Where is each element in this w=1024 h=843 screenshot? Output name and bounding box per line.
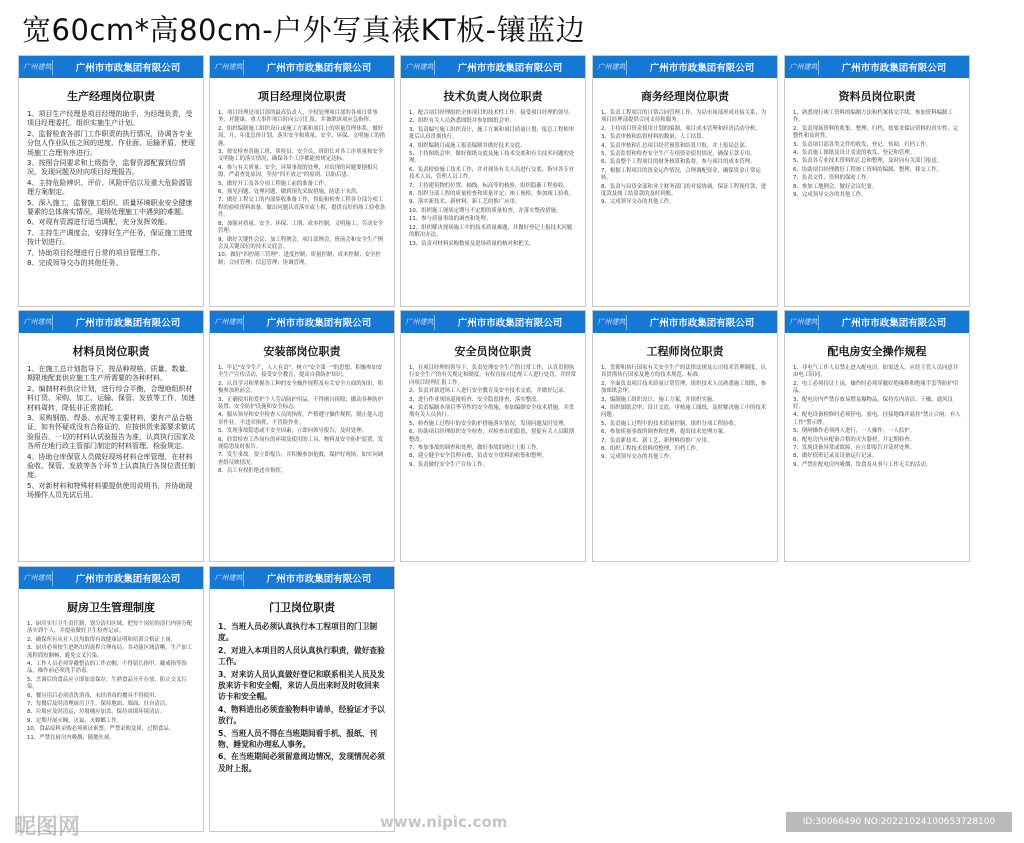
list-item: 12、组织解决现场施工中的技术质量难题，并做好登记上报技术问题的解决办法。 — [409, 224, 573, 239]
list-item: 7、参加事故的调查和处理，做好事故的统计上报工作。 — [409, 445, 542, 452]
company-name: 广州市市政集团有限公司 — [266, 318, 372, 329]
list-item: 3、厨房必须按生进熟出的流程合理布局，各功能区域清晰，生产加工流程简短顺畅，避免交叉污染。 — [27, 645, 193, 659]
list-item: 6、配电房内应配备合格的灭火器材，并定期检查。 — [793, 436, 916, 443]
list-item: 2、认真学习和掌握各工种的安全操作规程及有关安全方面的知识，积极参加班前会。 — [218, 380, 384, 395]
list-item: 5、倒闸操作必须两人进行，一人操作，一人监护。 — [793, 428, 916, 435]
list-item: 7、每餐后及时清理厨房卫生，保持地面、墙面、灶台清洁。 — [27, 701, 171, 708]
watermark-url: www.nipic.com — [380, 813, 508, 831]
list-item: 8、加强对质量、安全、环保、工期、成本控制，文明施工，劳动安全管理。 — [218, 220, 384, 235]
list-item: 1、配合项目经理组织全体项目的技术性工作，接受项目经理的领导。 — [409, 110, 575, 116]
list-item: 2、负责对新进场工人进行安全教育及安全技术交底，并做好记录。 — [409, 388, 569, 395]
list-item: 8、组织分部工程的质量检查和质量评定；竣工预检，参加竣工验收。 — [409, 191, 575, 198]
list-item: 9、完成领导交办的其他工作。 — [793, 192, 867, 199]
board-title: 资料员岗位职责 — [838, 90, 916, 103]
list-item: 6、协助项目经理做好工程竣工资料的编制、整理、移交工作。 — [793, 166, 942, 173]
list-item: 2、对进入本项目的人员认真执行职责，做好查验工作。 — [218, 645, 385, 667]
list-item: 7、负责新技术、新工艺、新材料的推广应用。 — [601, 437, 713, 444]
list-item: 1、项目生产经理是项目经理的助手，为经理负责，受项目经理委托，组织实施生产计划。 — [27, 110, 193, 128]
company-logo: 广州建筑 — [789, 315, 819, 330]
list-item: 11、参与质量事故的调查和处理。 — [409, 216, 492, 223]
board-title: 配电房安全操作规程 — [827, 345, 927, 358]
board-materials-clerk — [18, 310, 204, 562]
board-title: 商务经理岗位职责 — [641, 90, 729, 103]
board-header — [19, 567, 203, 589]
list-item: 8、员工有权拒绝违章指挥。 — [218, 468, 287, 475]
list-item: 5、做好开工及各分项工程施工前的准备工作。 — [218, 180, 330, 187]
board-header — [401, 56, 585, 78]
list-item: 7、发生事故，要立即报告，并积极参加抢救，保护好现场，如实向调查组反映情况。 — [218, 452, 384, 466]
list-item: 3、对来访人员认真做好登记和联系相关人员及发放来访卡和安全帽，来访人员出来时及时收回来访卡和安全帽。 — [218, 669, 385, 702]
board-header — [593, 56, 777, 78]
list-item: 1、牢记"安全生产，人人有责"，树立"安全第一"的思想，积极参加安全生产宣传活动，接受安全教育，提高自我防护知识。 — [218, 365, 383, 379]
board-title: 安装部岗位职责 — [263, 345, 341, 358]
board-title: 安全员岗位职责 — [454, 345, 532, 358]
company-name: 广州市市政集团有限公司 — [266, 574, 372, 585]
board-title: 工程师岗位职责 — [646, 345, 724, 358]
list-item: 3、负责项目部各类文件的收发、登记、传阅、归档工作。 — [793, 141, 932, 148]
list-item: 11、严禁在厨房内吸烟、随地吐痰。 — [27, 734, 115, 741]
list-item: 1、贯彻和执行国家有关安全生产的法律法规及公司技术管理制度，认真贯彻执行国家及地方的技术规范、标准。 — [601, 365, 767, 379]
list-item: 1、厨房实行卫生责任制，划分清扫区域，把每个岗位的清扫内容分配落实到个人，并提前做好卫生检查记录。 — [27, 621, 193, 635]
list-item: 4、组织编制月或施工报表编制并做好技术交底。 — [409, 142, 526, 149]
list-item: 4、负责审核和汇总项目经营预算和结算月报，并上报局总部。 — [601, 142, 750, 149]
list-item: 7、根据工程项目的资金运作情况，合理调配资金，确保资金正常运转。 — [601, 167, 761, 182]
list-item: 9、负责做好安全生产宣传工作。 — [409, 461, 488, 468]
company-logo: 广州建筑 — [23, 60, 53, 75]
board-header — [210, 311, 394, 333]
list-item: 5、检查施工过程中的安全防护措施落实情况，发现问题及时处理。 — [409, 420, 569, 427]
board-body — [210, 621, 394, 774]
company-logo: 广州建筑 — [214, 315, 244, 330]
board-safety-officer — [400, 310, 586, 562]
company-logo: 广州建筑 — [789, 60, 819, 75]
list-item: 8、完成领导交办的其他任务。 — [27, 259, 123, 268]
board-title: 技术负责人岗位职责 — [443, 90, 543, 103]
list-item: 4、服从领导和安全检查人员的指挥，严格遵守操作规程，制止他人违章作业，不违章指挥，不冒险作业。 — [218, 412, 384, 426]
list-item: 1、熟悉现行竣工资料的编制方法和档案移交手续，参加资料编制工作。 — [793, 110, 953, 124]
list-item: 3、负责编写施工组织设计，施工方案和项目质量计划，报总工程师审批后认真贯彻执行。 — [409, 126, 575, 141]
list-item: 2、编制材料供应计划，进行综合平衡，合理地组织材料订货、采购、加工、运输、保管、发放等工作，加速材料周转，降低非正常损耗。 — [27, 384, 195, 412]
list-item: 5、负责监督和检查安全生产专项资金使用情况，确保专款专用。 — [601, 151, 756, 158]
board-body — [593, 110, 777, 207]
company-name: 广州市市政集团有限公司 — [457, 318, 563, 329]
list-item: 6、参加质量事故的调查和处理，提出技术处理方案。 — [601, 429, 729, 436]
list-item: 1、项目经理是项目部的最高负责人，全权处理项目部的各项日常事务，对健康、重大事件项目时向公司汇报，并兼职该项应急指挥。 — [218, 110, 378, 124]
board-header — [19, 56, 203, 78]
company-name: 广州市市政集团有限公司 — [649, 318, 755, 329]
board-header — [593, 311, 777, 333]
list-item: 7、做好工程交工的内部验收准备工作，督促和检查工程各分部分项工程的验收资料准备，做出问题认真落实或上报，提供良好的竣工验收条件。 — [218, 197, 386, 219]
list-item: 2、负责现场资料的收集、整理、归档，按要求保证资料的真实性、完整性和及时性。 — [793, 125, 959, 140]
company-logo: 广州建筑 — [214, 60, 244, 75]
company-logo: 广州建筑 — [405, 60, 435, 75]
list-item: 3、编制施工组织设计、施工方案，并组织实施。 — [601, 396, 718, 403]
board-body — [19, 621, 203, 742]
list-item: 2、组织有关人员熟悉图纸并参加图纸会审。 — [409, 118, 515, 125]
list-item: 5、深入施工，监督施工组织、质量环境职业安全健康要素的总体落实情况，现场处理施工中遇到的难题。 — [27, 198, 193, 217]
company-logo: 广州建筑 — [23, 315, 53, 330]
list-item: 10、组织施工现场定期与不定期的质量检查，并落实整改措施。 — [409, 207, 562, 214]
list-item: 3、按安检查各施工班、质检员、安全员，班组长对各工序质量和安全文明施工的落实情况，确保各个工序都能按规定达标。 — [218, 149, 384, 163]
company-name: 广州市市政集团有限公司 — [75, 574, 181, 585]
watermark-logo: 昵图网 — [14, 815, 81, 840]
company-name: 广州市市政集团有限公司 — [75, 318, 181, 329]
list-item: 2、主持项目资金使用计划的编制，项目成本管理和经济活动分析。 — [601, 125, 761, 132]
list-item: 8、组织工程技术资料的整理、归档工作。 — [601, 446, 702, 453]
list-item: 7、主持建筑物的位置、轴线、标高等的核验，组织隐蔽工程验收。 — [409, 182, 569, 189]
company-name: 广州市市政集团有限公司 — [649, 63, 755, 74]
list-item: 7、发现设备异常或故障，应立即报告并及时处理。 — [793, 445, 916, 452]
board-title: 门卫岗位职责 — [269, 601, 335, 614]
company-name: 广州市市政集团有限公司 — [841, 318, 947, 329]
board-body — [210, 110, 394, 267]
list-item: 4、配电设备检修时必须停电、验电、挂接地线并悬挂"禁止合闸，有人工作"警示牌。 — [793, 412, 961, 426]
list-item: 9、完成领导交办的其他工作。 — [601, 199, 675, 206]
list-item: 5、主持图纸会审，做好图纸交底及施工技术交底和有关技术问题的处理。 — [409, 151, 575, 165]
company-logo: 广州建筑 — [214, 571, 244, 586]
board-header — [785, 56, 969, 78]
list-item: 9、完成领导交办的其他工作。 — [601, 454, 675, 461]
company-logo: 广州建筑 — [597, 315, 627, 330]
board-engineer — [592, 310, 778, 562]
list-item: 2、监督检查各部门工作职责的执行情况，协调各专业分包人作业队伍之间的进度、作业面、运输矛盾，使现场施工合理有序进行。 — [27, 129, 195, 157]
list-item: 5、发现事故隐患或不安全因素，立即向领导报告，及时处理。 — [218, 428, 367, 435]
board-title: 材料员岗位职责 — [72, 345, 150, 358]
board-gatekeeper — [209, 566, 395, 832]
list-item: 6、对现有资源进行适当调配，充分发挥效能。 — [27, 218, 172, 227]
list-item: 3、按照合同要求和上级指令，监督资源配置到位情况，发现问题及时向项目经理报告。 — [27, 159, 186, 177]
board-header — [210, 567, 394, 589]
list-item: 8、做好值班记录及设备运行记录。 — [793, 453, 878, 460]
list-item: 9、落实新技术、新材料、新工艺的推广应用。 — [409, 199, 521, 206]
board-body — [593, 365, 777, 462]
list-item: 6、在当班期间必须留意周边情况，发现情况必须及时上报。 — [218, 752, 385, 773]
board-body — [19, 110, 203, 269]
list-item: 4、主持危险辨识、评价、风险评估以及重大危险源管理方案制定。 — [27, 178, 193, 197]
list-item: 3、正确使用和爱护个人劳动防护用品，不得擅自拆除、挪动各种防护装置、安全防护设施和安全标志。 — [218, 396, 384, 411]
list-item: 7、负责文件、资料的保密工作。 — [793, 175, 872, 182]
list-item: 4、负责施工图纸及设计变更的收发、登记和管理。 — [793, 150, 916, 157]
company-name: 广州市市政集团有限公司 — [841, 63, 947, 74]
board-body — [785, 110, 969, 199]
list-item: 2、确保所有从业人员均取得有效健康证明和培训合格证上岗。 — [27, 636, 176, 643]
list-item: 8、建立健全安全管理台账，负责安全资料的收集和整理。 — [409, 453, 548, 460]
list-item: 2、电工必须持证上岗，操作时必须穿戴好绝缘鞋和绝缘手套等防护用品。 — [793, 380, 959, 395]
list-item: 1、在施工总计划指导下，按品种规格、质量、数量、期限地配套供应施工生产所需要的各种材料。 — [27, 365, 193, 383]
board-installation-dept — [209, 310, 395, 562]
list-item: 4、参与有关质量、安全、环境事故的处理，对出现的问题要刨根究源，严肃查处原因，坚持"四不放过"的原则，以防后患。 — [218, 164, 378, 179]
list-item: 5、负责各专业技术资料的汇总和整理，及时向有关部门报送。 — [793, 158, 942, 165]
board-title: 生产经理岗位职责 — [67, 90, 155, 103]
watermark-id: ID:30066490 NO:20221024100653728100 — [786, 812, 1012, 832]
list-item: 1、非电气工作人员禁止进入配电房，如需进入，应经主管人员同意并由电工陪同。 — [793, 365, 959, 379]
company-name: 广州市市政集团有限公司 — [75, 63, 181, 74]
list-item: 6、餐具用后必须清洗消毒，未经消毒的餐具不得使用。 — [27, 692, 160, 699]
board-header — [401, 311, 585, 333]
board-commercial-manager — [592, 55, 778, 307]
list-item: 5、对新材料和特殊材料要提供使用说明书，并协助现场操作人员先试后用。 — [27, 481, 193, 500]
list-item: 6、预见问题、处理问题，做到预先采取措施，防患于未然。 — [218, 189, 362, 196]
list-item: 3、配电房内严禁存放易燃易爆物品，保持室内清洁、干燥、通风良好。 — [793, 396, 953, 411]
list-item: 5、负责施工过程中的技术质量控制，组织分项工程验收。 — [601, 420, 740, 427]
list-item: 9、做好关键性会议；加工程例会，项目部例会，班前会和安全生产例会及关键部位的技术交底会。 — [218, 236, 384, 250]
list-item: 5、烹调后的食品应立即加盖保存，生熟食品分开存放，防止交叉污染。 — [27, 676, 187, 691]
board-power-room — [784, 310, 970, 562]
company-logo: 广州建筑 — [597, 60, 627, 75]
board-body — [401, 365, 585, 469]
board-document-clerk — [784, 55, 970, 307]
board-body — [210, 365, 394, 476]
board-body — [401, 110, 585, 248]
list-item: 3、进行作业现场巡视检查、安全隐患排查，落实整改。 — [409, 396, 542, 403]
board-header — [210, 56, 394, 78]
list-item: 13、负责对材料采购数量及进场质量的核对和把关。 — [409, 240, 535, 247]
list-item: 7、主持生产调度会，安排好生产任务，保证施工进度按计划进行。 — [27, 228, 193, 247]
list-item: 6、协助项目经理组织安全检查，对检查出的隐患，督促有关人员限期整改。 — [409, 429, 575, 443]
page-title: 宽60cm*高80cm-户外写真裱KT板-镶蓝边 — [22, 13, 586, 47]
board-kitchen-hygiene — [18, 566, 204, 832]
board-body — [785, 365, 969, 469]
company-name: 广州市市政集团有限公司 — [457, 63, 563, 74]
company-logo: 广州建筑 — [23, 571, 53, 586]
list-item: 8、参加工地例会，做好会议纪要。 — [793, 183, 878, 190]
list-item: 6、负责检验施工技术工作，并对现场有关人员进行交底；指导各专业技术人员，管理人员工作。 — [409, 166, 575, 181]
board-header — [19, 311, 203, 333]
list-item: 4、物料进出必须查验物料申请单，经验证才予以放行。 — [218, 704, 385, 726]
board-project-manager — [209, 55, 395, 307]
list-item: 8、负责与局资金部和业主财务部门的对接协调，保证工程预付款、进度款及竣工结算款的及时到账。 — [601, 183, 767, 198]
list-item: 2、组织编制施工组织设计或施工方案和项目上的质量管理体系，做好周、月、年度总体计划，落实安全和质量、安全、环保、文明施工的措施。 — [218, 125, 386, 147]
list-item: 3、负责审核和监督材料的数量、人工结算。 — [601, 134, 707, 141]
list-item: 1、在项目经理的领导下，负责处理安全生产的日常工作，认真贯彻执行安全生产的有关规定和制度，有权直接对违规工人进行处罚，并经常向项目经理汇报工作。 — [409, 365, 577, 386]
board-header — [785, 311, 969, 333]
list-item: 7、协助项目经理进行日常的项目管理工作。 — [27, 248, 165, 257]
list-item: 6、负责整个工程项目的财务核算和监督，参与项目的成本管理。 — [601, 159, 756, 166]
list-item: 8、垃圾应及时清运，垃圾桶应加盖，保持周围环境清洁。 — [27, 709, 166, 716]
company-name: 广州市市政集团有限公司 — [266, 63, 372, 74]
list-item: 1、当班人员必须认真执行本工程项目的门卫制度。 — [218, 622, 378, 643]
board-production-manager — [18, 55, 204, 307]
list-item: 5、当班人员不得在当班期间看手机、报纸、刊物、睡觉和办理私人事务。 — [218, 728, 378, 750]
board-technical-lead — [400, 55, 586, 307]
list-item: 9、严禁在配电房内吸烟、饮食及从事与工作无关的活动。 — [793, 461, 932, 468]
list-item: 4、负责编制本项目季节性的安全措施，参加编制安全技术措施，并贯彻有关人员执行。 — [409, 405, 575, 419]
list-item: 3、采购钢筋、焊条、水泥等主要材料，要有产品合格证，如有怀疑或没有合格证的，应按供货来源要求做试验报告，一切的材料认试验报告为准，认真执行国家及各所在地行政主管部门制定的材料管理、检验规定。 — [27, 414, 195, 451]
board-title: 厨房卫生管理制度 — [67, 601, 155, 614]
list-item: 9、定期开展灭蝇、灭鼠、灭蟑螂工作。 — [27, 717, 123, 724]
list-item: 4、协助仓库保管人员做好现场材料仓库管理，在材料验收、保管、发放等各个环节上认真执行各岗位责任制度。 — [27, 452, 195, 480]
board-body — [19, 365, 203, 501]
board-title: 项目经理岗位职责 — [258, 90, 346, 103]
company-logo: 广州建筑 — [405, 315, 435, 330]
list-item: 6、经常检查工作岗位的环境及使用的工具、物料及安全防护装置，发现隐患及时报告。 — [218, 436, 384, 451]
list-item: 10、做好"四控制三管理"：进度控制；质量控制；成本控制；安全控制；合同管理；信息管理；协调管理。 — [218, 252, 381, 266]
list-item: 1、负责工程项目的日常合同管理工作，为局市场部形成对接关系，为项目经理部提供合同支持和服务。 — [601, 110, 767, 124]
list-item: 4、组织图纸会审、设计交底，审核施工图纸，及时解决施工中的技术问题。 — [601, 405, 767, 419]
list-item: 10、食品原料采购必须索证索票，严禁采购变质、过期食品。 — [27, 726, 175, 733]
list-item: 4、工作人员必须穿戴整洁的工作衣帽，不得留长指甲、戴戒指等饰品，操作前必须洗手消毒。 — [27, 661, 187, 675]
list-item: 2、全面负责项目技术质量日常管理，组织技术人员熟悉施工图纸，参加图纸会审。 — [601, 380, 767, 395]
